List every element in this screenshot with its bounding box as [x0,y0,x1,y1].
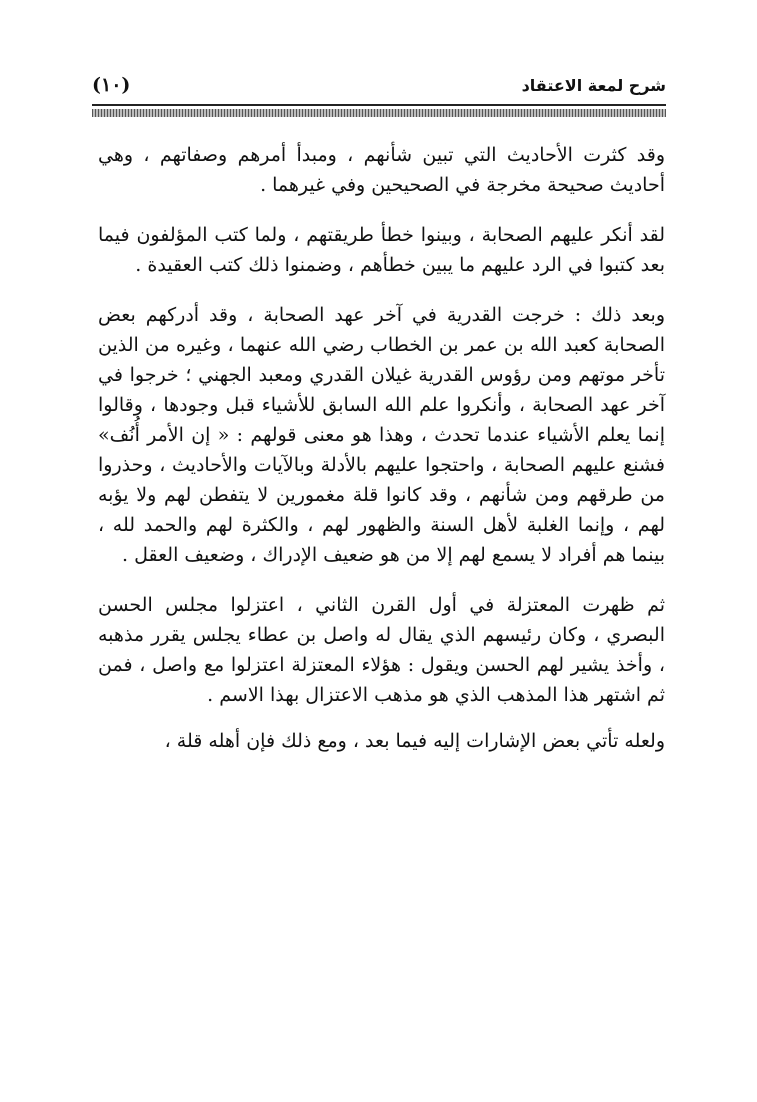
paragraph-companions-rebuttal: لقد أنكر عليهم الصحابة ، وبينوا خطأ طريقتهم ، ولما كتب المؤلفون فيما بعد كتبوا في الرد عليهم ما يبين خطأهم ، وضمنوا ذلك كتب العقيدة . [98,224,665,276]
page-header [92,74,666,98]
paragraph-hadith-on-kharijites: وقد كثرت الأحاديث التي تبين شأنهم ، ومبدأ أمرهم وصفاتهم ، وهي أحاديث صحيحة مخرجة في الصحيحين وفي غيرهما . [98,144,665,196]
paragraph-closing: ولعله تأتي بعض الإشارات إليه فيما بعد ، ومع ذلك فإن أهله قلة ، [164,730,665,752]
header-decorative-band [92,109,666,117]
paragraph-qadariyya: وبعد ذلك : خرجت القدرية في آخر عهد الصحابة ، وقد أدركهم بعض الصحابة كعبد الله بن عمر بن الخطاب رضي الله عنهما ، وغيره من الذين تأخر موتهم ومن رؤوس القدرية غيلان القدري ومعبد الجهني ؛ خرجوا في آخر عهد الصحابة ، وأنكروا علم الله السابق للأشياء قبل وجودها ، وقالوا إنما يعلم الأشياء عندما تحدث ، وهذا هو معنى قولهم : « إن الأمر أُنُف» فشنع عليهم الصحابة ، واحتجوا عليهم بالأدلة وبالآيات والأحاديث ، وحذروا من طرقهم ومن شأنهم ، وقد كانوا قلة مغمورين لا يتفطن لهم ولا يؤبه لهم ، وإنما الغلبة لأهل السنة والظهور لهم ، والكثرة لهم والحمد لله ، بينما هم أفراد لا يسمع لهم إلا من هو ضعيف الإدراك ، وضعيف العقل . [98,304,665,566]
paragraph-mutazila: ثم ظهرت المعتزلة في أول القرن الثاني ، اعتزلوا مجلس الحسن البصري ، وكان رئيسهم الذي يقال له واصل بن عطاء يجلس يقرر مذهبه ، وأخذ يشير لهم الحسن ويقول : هؤلاء المعتزلة اعتزلوا مع واصل ، فمن ثم اشتهر هذا المذهب الذي هو مذهب الاعتزال بهذا الاسم . [98,594,665,706]
page-number: (١٠) [92,74,131,96]
running-title: شرح لمعة الاعتقاد [521,76,666,95]
page-body [98,140,665,756]
header-rule [92,104,666,106]
